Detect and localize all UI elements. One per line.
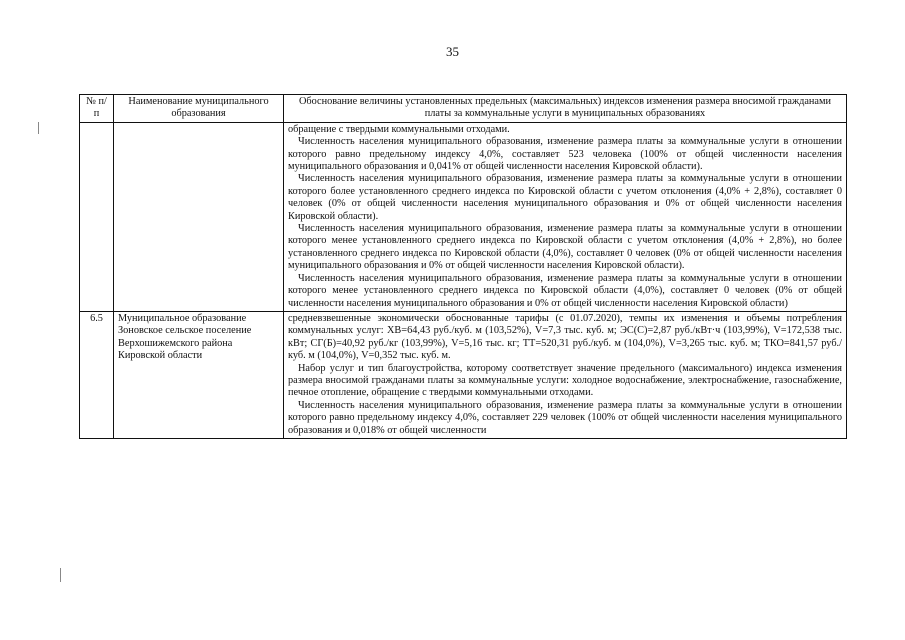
cell-justification — [284, 311, 847, 438]
table-row-6-5 — [80, 311, 847, 438]
margin-mark-bottom — [60, 568, 61, 582]
paragraph: Численность населения муниципального образования, изменение размера платы за коммунальные услуги в отношении которого менее установленного среднего индекса по Кировской области с учетом отклонения (4,0% + 2,8%), но более установленного среднего индекса по Кировской области (4,0%), составляет 0 человек (0% от общей численности населения муниципального образования и 0% от общей численности населения Кировской области). — [288, 223, 842, 272]
paragraph: Набор услуг и тип благоустройства, которому соответствует значение предельного (максимального) индекса изменения размера вносимой гражданами платы за коммунальные услуги: холодное водоснабжение, электроснабжение, газоснабжение, печное отопление, обращение с твердыми коммунальными отходами. — [288, 362, 842, 399]
cell-num-empty — [80, 122, 114, 311]
cell-justification-continued — [284, 122, 847, 311]
tariff-table — [79, 94, 847, 439]
cell-name-empty — [114, 122, 284, 311]
table-row-continued — [80, 122, 847, 311]
header-name: Наименование муниципального образования — [114, 95, 284, 123]
margin-mark-top — [38, 122, 39, 134]
page-number: 35 — [446, 44, 459, 59]
paragraph: средневзвешенные экономически обоснованные тарифы (с 01.07.2020), темпы их изменения и объемы потребления коммунальных услуг: ХВ=64,43 руб./куб. м (103,52%), V=7,3 тыс. куб. м; ЭС(С)=2,87 руб./кВт·ч (103,99%), V=172,538 тыс. кВт; СГ(Б)=40,92 руб./кг (103,99%), V=5,16 тыс. кг; ТТ=520,31 руб./куб. м (104,0%), V=3,265 тыс. куб. м; ТКО=841,57 руб./куб. м (104,0%), V=0,352 тыс. куб. м. — [288, 312, 842, 362]
table-header-row — [80, 95, 847, 123]
paragraph: Численность населения муниципального образования, изменение размера платы за коммунальные услуги в отношении которого менее установленного среднего индекса по Кировской области (4,0%), составляет 0 человек (0% от общей численности населения муниципального образования и 0% от общей численности населения Кировской области) — [288, 272, 842, 309]
paragraph: обращение с твердыми коммунальными отходами. — [288, 123, 510, 135]
header-num: № п/п — [80, 95, 114, 123]
cell-num: 6.5 — [80, 311, 114, 438]
header-justification: Обоснование величины установленных предельных (максимальных) индексов изменения размера вносимой гражданами платы за коммунальные услуги в муниципальных образованиях — [284, 95, 847, 123]
paragraph: Численность населения муниципального образования, изменение размера платы за коммунальные услуги в отношении которого равно предельному индексу 4,0%, составляет 229 человек (100% от общей численности населения муниципального образования и 0,018% от общей численности — [288, 399, 842, 436]
cell-municipality-name: Муниципальное образование Зоновское сельское поселение Верхошижемского района Кировской области — [114, 311, 284, 438]
paragraph: Численность населения муниципального образования, изменение размера платы за коммунальные услуги в отношении которого более установленного среднего индекса по Кировской области с учетом отклонения (4,0% + 2,8%), составляет 0 человек (0% от общей численности населения муниципального образования и 0% от общей численности населения Кировской области). — [288, 173, 842, 222]
paragraph: Численность населения муниципального образования, изменение размера платы за коммунальные услуги в отношении которого равно предельному индексу 4,0%, составляет 523 человека (100% от общей численности населения муниципального образования и 0,041% от общей численности населения Кировской области). — [288, 136, 842, 173]
